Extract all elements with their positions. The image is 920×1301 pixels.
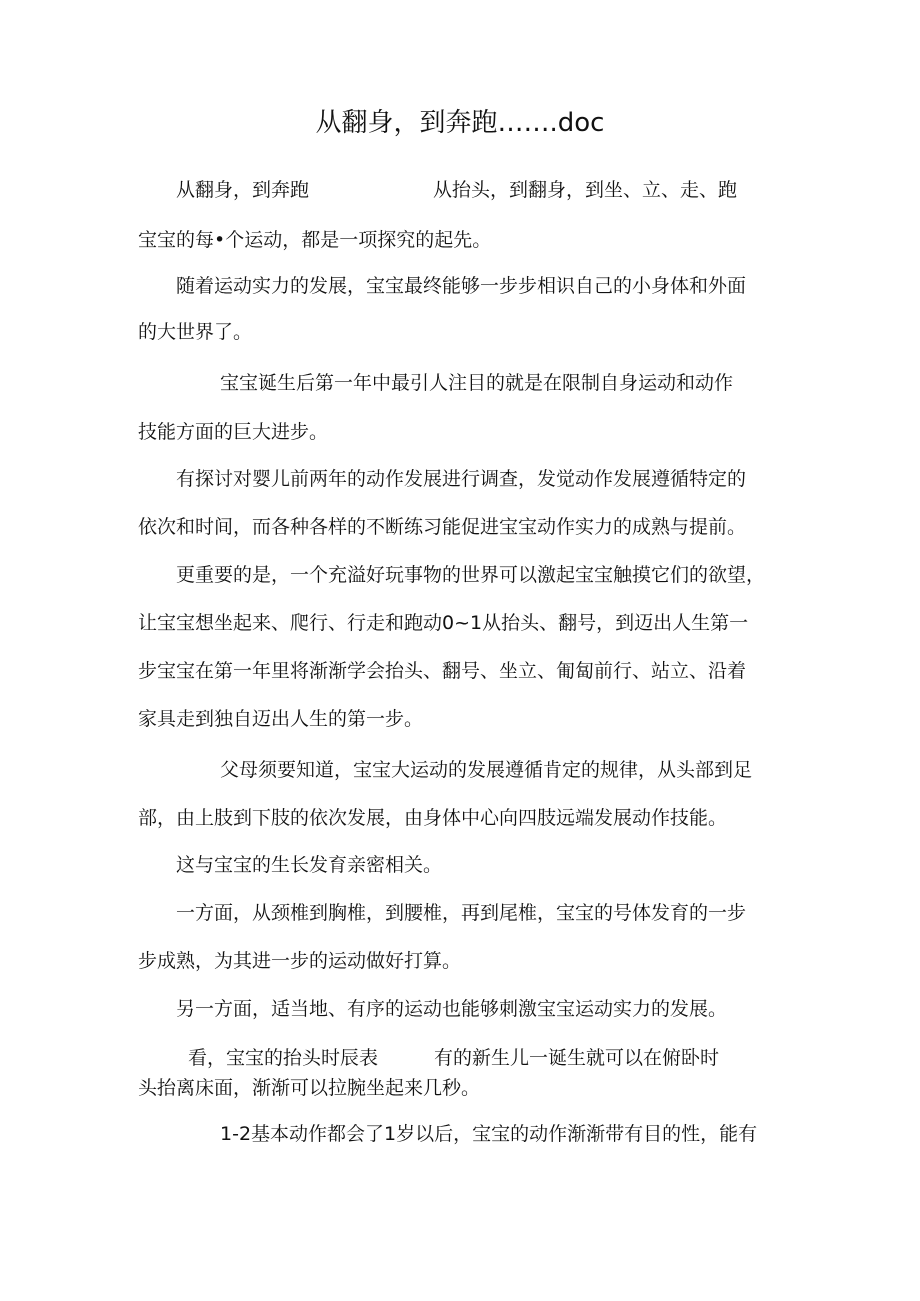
line-segment: 宝宝的每•个运动，都是一项探究的起先。 [138, 229, 492, 251]
line-segment: 步宝宝在第一年里将渐渐学会抬头、翻号、坐立、匍匐前行、站立、沿着 [138, 660, 747, 682]
line-segment: 步成熟，为其进一步的运动做好打算。 [138, 950, 462, 972]
line-segment: 有探讨对婴儿前两年的动作发展进行调查，发觉动作发展遵循特定的 [176, 468, 747, 490]
line-segment: 从翻身，到奔跑 [176, 179, 310, 201]
line-segment: 看，宝宝的抬头时辰表 [188, 1047, 379, 1069]
line-segment: 家具走到独自迈出人生的第一步。 [138, 708, 424, 730]
line-segment: 依次和时间，而各种各样的不断练习能促进宝宝动作实力的成熟与提前。 [138, 516, 747, 538]
line-segment: 更重要的是，一个充溢好玩事物的世界可以激起宝宝触摸它们的欲望， [176, 564, 766, 586]
line-segment: 宝宝诞生后第一年中最引人注目的就是在限制自身运动和动作 [220, 372, 734, 394]
line-segment: 随着运动实力的发展，宝宝最终能够一步步相识自己的小身体和外面 [176, 275, 747, 297]
line-segment: 技能方面的巨大进步。 [138, 421, 329, 443]
line-segment: 的大世界了。 [138, 321, 253, 343]
line-segment: 1-2基本动作都会了1岁以后，宝宝的动作渐渐带有目的性，能有 [220, 1123, 758, 1145]
line-segment: 让宝宝想坐起来、爬行、行走和跑动0~1从抬头、翻号，到迈出人生第一 [138, 612, 749, 634]
line-segment: 部，由上肢到下肢的依次发展，由身体中心向四肢远端发展动作技能。 [138, 807, 728, 829]
line-segment: 父母须要知道，宝宝大运动的发展遵循肯定的规律，从头部到足 [220, 759, 753, 781]
line-segment: 头抬离床面，渐渐可以拉腕坐起来几秒。 [138, 1077, 481, 1099]
line-segment: 一方面，从颈椎到胸椎，到腰椎，再到尾椎，宝宝的号体发育的一步 [176, 902, 747, 924]
line-segment: 这与宝宝的生长发育亲密相关。 [176, 854, 443, 876]
line-segment: 有的新生儿一诞生就可以在俯卧时 [434, 1047, 720, 1069]
document-title: 从翻身，到奔跑…….doc [315, 108, 605, 138]
line-segment: 从抬头，到翻身，到坐、立、走、跑 [433, 179, 738, 201]
line-segment: 另一方面，适当地、有序的运动也能够刺激宝宝运动实力的发展。 [176, 998, 728, 1020]
